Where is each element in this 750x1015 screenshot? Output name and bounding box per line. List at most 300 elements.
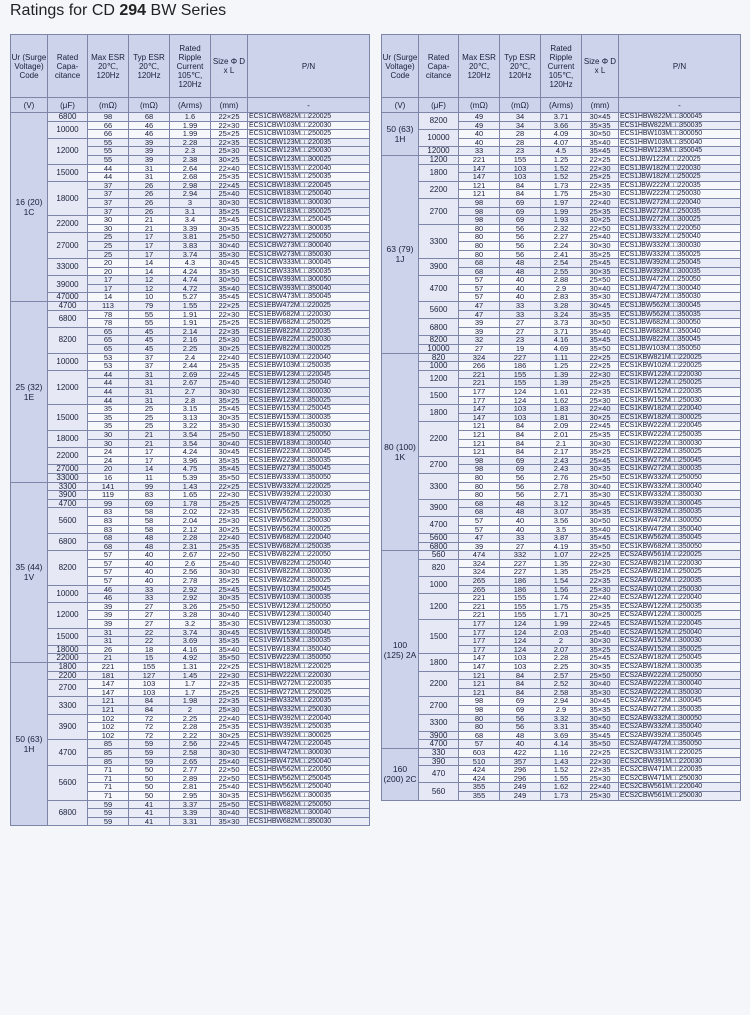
size-cell: 30×35 [211,413,248,422]
ripple-current-cell: 1.39 [541,379,582,388]
ripple-current-cell: 1.16 [541,748,582,757]
typ-esr-cell: 186 [500,577,541,586]
part-number-cell: ECS1JBW682M□□350040 [619,327,741,336]
max-esr-cell: 57 [459,276,500,285]
size-cell: 22×40 [582,594,619,603]
typ-esr-cell: 21 [129,430,170,439]
typ-esr-cell: 56 [500,224,541,233]
part-number-cell: ECS1KBW472M□□350040 [619,525,741,534]
max-esr-cell: 17 [88,276,129,285]
capacitance-cell: 1800 [419,405,459,422]
max-esr-cell: 57 [459,284,500,293]
table-row [11,293,370,302]
max-esr-cell: 177 [459,388,500,397]
ripple-current-cell: 1.25 [541,155,582,164]
size-cell: 25×35 [211,542,248,551]
size-cell: 25×25 [582,568,619,577]
typ-esr-cell: 84 [500,181,541,190]
voltage-code-cell: 160 (200) 2C [382,748,419,800]
capacitance-cell: 3300 [48,697,88,714]
ripple-current-cell: 3.54 [170,430,211,439]
size-cell: 25×30 [582,774,619,783]
ripple-current-cell: 4.24 [170,267,211,276]
max-esr-cell: 16 [88,473,129,482]
max-esr-cell: 31 [88,628,129,637]
capacitance-cell: 15000 [48,628,88,645]
typ-esr-cell: 26 [129,207,170,216]
typ-esr-cell: 26 [129,190,170,199]
ripple-current-cell: 2.16 [170,336,211,345]
max-esr-cell: 80 [459,473,500,482]
typ-esr-cell: 84 [500,190,541,199]
size-cell: 30×45 [582,697,619,706]
part-number-cell: ECS1CBW103M□□250025 [248,130,370,139]
size-cell: 25×25 [211,499,248,508]
part-number-cell: ECS1CBW393M□□350040 [248,284,370,293]
ripple-current-cell: 5.39 [170,473,211,482]
ripple-current-cell: 3.39 [170,809,211,818]
part-number-cell: ECS2CBW561M□□220040 [619,783,741,792]
ripple-current-cell: 2.6 [170,559,211,568]
part-number-cell: ECS1CBW123M□□250030 [248,147,370,156]
size-cell: 25×30 [582,190,619,199]
part-number-cell: ECS1VBW392M□□220030 [248,491,370,500]
table-row [11,276,370,285]
max-esr-cell: 17 [88,284,129,293]
typ-esr-cell: 69 [500,456,541,465]
max-esr-cell: 510 [459,757,500,766]
typ-esr-cell: 155 [500,602,541,611]
ripple-current-cell: 4.75 [170,465,211,474]
capacitance-cell: 1000 [419,362,459,371]
size-cell: 25×25 [582,173,619,182]
max-esr-cell: 44 [88,379,129,388]
size-cell: 25×40 [211,757,248,766]
ripple-current-cell: 2.4 [170,353,211,362]
size-cell: 25×30 [211,516,248,525]
max-esr-cell: 71 [88,791,129,800]
size-cell: 35×30 [211,422,248,431]
size-cell: 25×35 [582,430,619,439]
table-row [11,663,370,672]
max-esr-cell: 98 [459,198,500,207]
unit-cell: (Arms) [170,98,211,113]
part-number-cell: ECS1JBW272M□□250035 [619,207,741,216]
ripple-current-cell: 1.97 [541,198,582,207]
max-esr-cell: 177 [459,645,500,654]
max-esr-header: Max ESR 20℃, 120Hz [459,35,500,98]
typ-esr-cell: 22 [129,637,170,646]
max-esr-cell: 177 [459,396,500,405]
size-cell: 35×35 [211,456,248,465]
ripple-current-header: Rated Ripple Current 105℃, 120Hz [541,35,582,98]
voltage-code-cell: 35 (44) 1V [11,482,48,662]
max-esr-cell: 80 [459,714,500,723]
size-cell: 25×45 [211,585,248,594]
max-esr-cell: 59 [88,809,129,818]
capacitance-cell: 1200 [419,370,459,387]
part-number-header: P/N [248,35,370,98]
part-number-cell: ECS1JBW182M□□220030 [619,164,741,173]
max-esr-cell: 80 [459,491,500,500]
max-esr-cell: 221 [88,663,129,672]
max-esr-cell: 57 [459,740,500,749]
size-cell: 22×35 [211,327,248,336]
size-cell: 30×50 [582,130,619,139]
max-esr-cell: 121 [459,422,500,431]
size-cell: 30×45 [211,259,248,268]
typ-esr-cell: 155 [500,155,541,164]
part-number-cell: ECS1EBW123M□□300030 [248,388,370,397]
typ-esr-cell: 422 [500,748,541,757]
size-cell: 35×40 [582,525,619,534]
capacitance-cell: 330 [419,748,459,757]
capacitance-cell: 22000 [48,654,88,663]
table-row [11,766,370,775]
table-row [11,602,370,611]
typ-esr-cell: 14 [129,267,170,276]
voltage-code-cell: 100 (125) 2A [382,551,419,749]
ripple-current-cell: 2.25 [170,345,211,354]
ripple-current-cell: 2.9 [541,705,582,714]
table-row [11,302,370,311]
ripple-current-cell: 2.92 [170,594,211,603]
ripple-current-cell: 2.56 [170,740,211,749]
max-esr-cell: 65 [88,327,129,336]
capacitance-cell: 6800 [419,319,459,336]
max-esr-cell: 121 [459,190,500,199]
ripple-current-cell: 2.31 [170,542,211,551]
max-esr-cell: 39 [88,611,129,620]
size-cell: 22×35 [582,577,619,586]
size-cell: 25×50 [582,671,619,680]
typ-esr-cell: 155 [500,594,541,603]
ripple-current-cell: 4.07 [541,138,582,147]
part-number-cell: ECS2ABW182M□□250045 [619,654,741,663]
size-cell: 35×30 [582,688,619,697]
max-esr-cell: 221 [459,370,500,379]
ripple-current-cell: 2.44 [170,362,211,371]
max-esr-cell: 85 [88,757,129,766]
typ-esr-cell: 39 [129,155,170,164]
capacitance-cell: 33000 [48,259,88,276]
ripple-current-cell: 3.4 [170,216,211,225]
ripple-current-cell: 3.96 [170,456,211,465]
capacitance-cell: 390 [419,757,459,766]
part-number-cell: ECS1HBW332M□□220035 [248,697,370,706]
typ-esr-cell: 39 [129,138,170,147]
table-row [382,534,741,543]
ripple-current-cell: 1.99 [170,121,211,130]
typ-esr-cell: 19 [500,345,541,354]
max-esr-cell: 68 [459,259,500,268]
ripple-current-cell: 2.1 [541,439,582,448]
capacitance-cell: 2700 [419,697,459,714]
part-number-cell: ECS2ABW272M□□350035 [619,705,741,714]
size-cell: 22×30 [582,164,619,173]
ripple-current-cell: 2.94 [541,697,582,706]
ripple-current-cell: 1.52 [541,766,582,775]
table-row [382,620,741,629]
ripple-current-cell: 2.01 [541,430,582,439]
size-cell: 30×30 [211,388,248,397]
ripple-current-cell: 3.15 [170,405,211,414]
part-number-cell: ECS1JBW472M□□250050 [619,276,741,285]
part-number-cell: ECS2ABW122M□□220040 [619,594,741,603]
max-esr-cell: 265 [459,585,500,594]
part-number-cell: ECS1EBW103M□□250035 [248,362,370,371]
ripple-current-cell: 2.25 [170,714,211,723]
size-cell: 30×25 [582,611,619,620]
ripple-current-cell: 3.56 [541,516,582,525]
size-cell: 22×45 [582,620,619,629]
size-cell: 22×30 [211,121,248,130]
size-cell: 22×40 [211,534,248,543]
max-esr-cell: 119 [88,491,129,500]
size-cell: 22×35 [582,181,619,190]
ripple-current-cell: 1.99 [541,620,582,629]
typ-esr-cell: 23 [500,336,541,345]
part-number-cell: ECS2ABW222M□□350030 [619,688,741,697]
table-row [11,181,370,190]
max-esr-cell: 80 [459,250,500,259]
part-number-cell: ECS1EBW822M□□220035 [248,327,370,336]
voltage-code-cell: 25 (32) 1E [11,302,48,482]
ripple-current-cell: 4.72 [170,284,211,293]
part-number-cell: ECS1KBW332M□□300040 [619,482,741,491]
typ-esr-cell: 14 [129,465,170,474]
title-prefix: Ratings for CD [10,2,120,19]
ripple-current-cell: 1.99 [541,207,582,216]
typ-esr-cell: 124 [500,637,541,646]
max-esr-cell: 39 [459,319,500,328]
typ-esr-cell: 84 [500,430,541,439]
size-cell: 30×45 [582,499,619,508]
unit-cell: (Arms) [541,98,582,113]
typ-esr-cell: 27 [129,611,170,620]
table-row [382,405,741,414]
typ-esr-cell: 18 [129,645,170,654]
table-row [11,121,370,130]
part-number-cell: ECS1EBW123M□□220045 [248,370,370,379]
ripple-current-cell: 1.56 [541,585,582,594]
table-row [382,748,741,757]
typ-esr-cell: 48 [129,542,170,551]
size-cell: 22×30 [211,491,248,500]
part-number-cell: ECS1HBW562M□□250045 [248,774,370,783]
table-row [382,731,741,740]
max-esr-cell: 78 [88,319,129,328]
part-number-cell: ECS1JBW332M□□350025 [619,250,741,259]
part-number-cell: ECS2CBW331M□□220025 [619,748,741,757]
typ-esr-cell: 69 [500,465,541,474]
capacitance-cell: 6800 [48,310,88,327]
part-number-cell: ECS1HBW103M□□350040 [619,138,741,147]
ripple-current-cell: 1.73 [541,791,582,800]
ripple-current-cell: 2.9 [541,284,582,293]
unit-cell: (mΩ) [500,98,541,113]
part-number-cell: ECS1VBW223M□□350050 [248,654,370,663]
typ-esr-cell: 296 [500,766,541,775]
size-cell: 25×45 [211,216,248,225]
typ-esr-cell: 56 [500,233,541,242]
typ-esr-cell: 34 [500,121,541,130]
capacitance-cell: 12000 [419,147,459,156]
ripple-current-cell: 2.68 [170,173,211,182]
size-cell: 22×50 [582,224,619,233]
max-esr-cell: 30 [88,216,129,225]
typ-esr-cell: 124 [500,628,541,637]
typ-esr-cell: 26 [129,198,170,207]
typ-esr-cell: 40 [500,284,541,293]
max-esr-cell: 37 [88,181,129,190]
ripple-current-cell: 2.04 [170,516,211,525]
max-esr-cell: 20 [88,267,129,276]
part-number-cell: ECS1CBW682M□□220025 [248,113,370,122]
typ-esr-cell: 46 [129,130,170,139]
capacitance-cell: 5600 [419,302,459,319]
size-cell: 30×35 [211,594,248,603]
voltage-header: Ur (Surge Voltage) Code [11,35,48,98]
max-esr-cell: 25 [88,241,129,250]
part-number-cell: ECS2ABW222M□□250050 [619,671,741,680]
max-esr-cell: 121 [459,430,500,439]
table-row [382,259,741,268]
size-cell: 25×40 [211,190,248,199]
max-esr-cell: 57 [459,516,500,525]
part-number-cell: ECS2ABW392M□□350045 [619,731,741,740]
capacitance-cell: 2200 [419,671,459,697]
max-esr-cell: 147 [459,413,500,422]
capacitance-cell: 33000 [48,473,88,482]
unit-row [11,98,370,113]
ripple-current-cell: 3.12 [541,499,582,508]
typ-esr-cell: 84 [500,680,541,689]
part-number-cell: ECS1EBW472M□□220025 [248,302,370,311]
typ-esr-cell: 48 [500,267,541,276]
table-row [382,276,741,285]
max-esr-cell: 21 [88,654,129,663]
typ-esr-cell: 68 [129,113,170,122]
table-row [11,370,370,379]
part-number-cell: ECS1VBW472M□□250025 [248,499,370,508]
typ-esr-cell: 33 [500,302,541,311]
part-number-cell: ECS1EBW123M□□250040 [248,379,370,388]
typ-esr-cell: 124 [500,620,541,629]
part-number-cell: ECS1HBW392M□□300025 [248,731,370,740]
max-esr-cell: 47 [459,534,500,543]
typ-esr-cell: 56 [500,482,541,491]
typ-esr-cell: 45 [129,345,170,354]
unit-cell: (mm) [211,98,248,113]
size-cell: 30×25 [211,525,248,534]
part-number-cell: ECS1KBW272M□□250045 [619,456,741,465]
unit-cell: (μF) [419,98,459,113]
capacitance-cell: 3900 [419,731,459,740]
typ-esr-cell: 37 [129,362,170,371]
typ-esr-cell: 17 [129,241,170,250]
unit-cell: (V) [382,98,419,113]
size-cell: 25×35 [211,173,248,182]
part-number-cell: ECS1KBW152M□□250030 [619,396,741,405]
ripple-current-cell: 3.28 [170,611,211,620]
size-cell: 35×30 [211,620,248,629]
size-cell: 30×35 [582,267,619,276]
part-number-cell: ECS1VBW123M□□350030 [248,620,370,629]
ripple-current-cell: 1.71 [541,611,582,620]
part-number-cell: ECS1JBW562M□□300045 [619,302,741,311]
ripple-current-cell: 1.75 [541,190,582,199]
typ-esr-cell: 84 [500,439,541,448]
typ-esr-cell: 40 [129,559,170,568]
voltage-code-cell: 80 (100) 1K [382,353,419,551]
part-number-cell: ECS1CBW183M□□300030 [248,198,370,207]
size-cell: 25×45 [582,654,619,663]
unit-cell: - [619,98,741,113]
capacitance-header: Rated Capa-citance [48,35,88,98]
typ-esr-cell: 25 [129,405,170,414]
max-esr-cell: 40 [459,130,500,139]
typ-esr-cell: 103 [129,688,170,697]
typ-esr-cell: 41 [129,809,170,818]
ripple-current-cell: 3.83 [170,241,211,250]
size-cell: 22×25 [582,362,619,371]
part-number-cell: ECS1KBW222M□□350025 [619,448,741,457]
capacitance-cell: 12000 [48,602,88,628]
typ-esr-cell: 45 [129,327,170,336]
part-number-cell: ECS1JBW392M□□250045 [619,259,741,268]
typ-esr-cell: 48 [500,499,541,508]
max-esr-cell: 57 [88,568,129,577]
table-row [382,740,741,749]
typ-esr-cell: 84 [500,671,541,680]
capacitance-cell: 4700 [419,516,459,533]
ripple-current-cell: 1.62 [541,783,582,792]
size-cell: 25×25 [211,319,248,328]
size-cell: 30×30 [582,439,619,448]
typ-esr-header: Typ ESR 20℃, 120Hz [129,35,170,98]
table-row [11,740,370,749]
ripple-current-cell: 2 [541,637,582,646]
typ-esr-cell: 55 [129,319,170,328]
ripple-current-cell: 2.27 [541,233,582,242]
max-esr-cell: 44 [88,164,129,173]
typ-esr-cell: 56 [500,250,541,259]
size-cell: 25×25 [211,688,248,697]
typ-esr-cell: 69 [500,697,541,706]
size-cell: 35×40 [211,284,248,293]
unit-cell: (mm) [582,98,619,113]
ripple-current-cell: 1.81 [541,413,582,422]
size-cell: 25×50 [211,430,248,439]
part-number-cell: ECS1JBW272M□□220040 [619,198,741,207]
size-cell: 22×30 [582,559,619,568]
typ-esr-cell: 17 [129,448,170,457]
size-cell: 35×45 [582,147,619,156]
max-esr-cell: 85 [88,740,129,749]
size-cell: 30×45 [582,113,619,122]
ripple-current-cell: 2.83 [541,293,582,302]
unit-cell: (V) [11,98,48,113]
capacitance-cell: 1200 [419,594,459,620]
table-row [11,508,370,517]
capacitance-cell: 15000 [48,405,88,431]
max-esr-cell: 177 [459,637,500,646]
size-cell: 25×40 [211,783,248,792]
typ-esr-cell: 58 [129,516,170,525]
part-number-cell: ECS1EBW153M□□300035 [248,413,370,422]
ripple-current-cell: 3.31 [170,817,211,826]
